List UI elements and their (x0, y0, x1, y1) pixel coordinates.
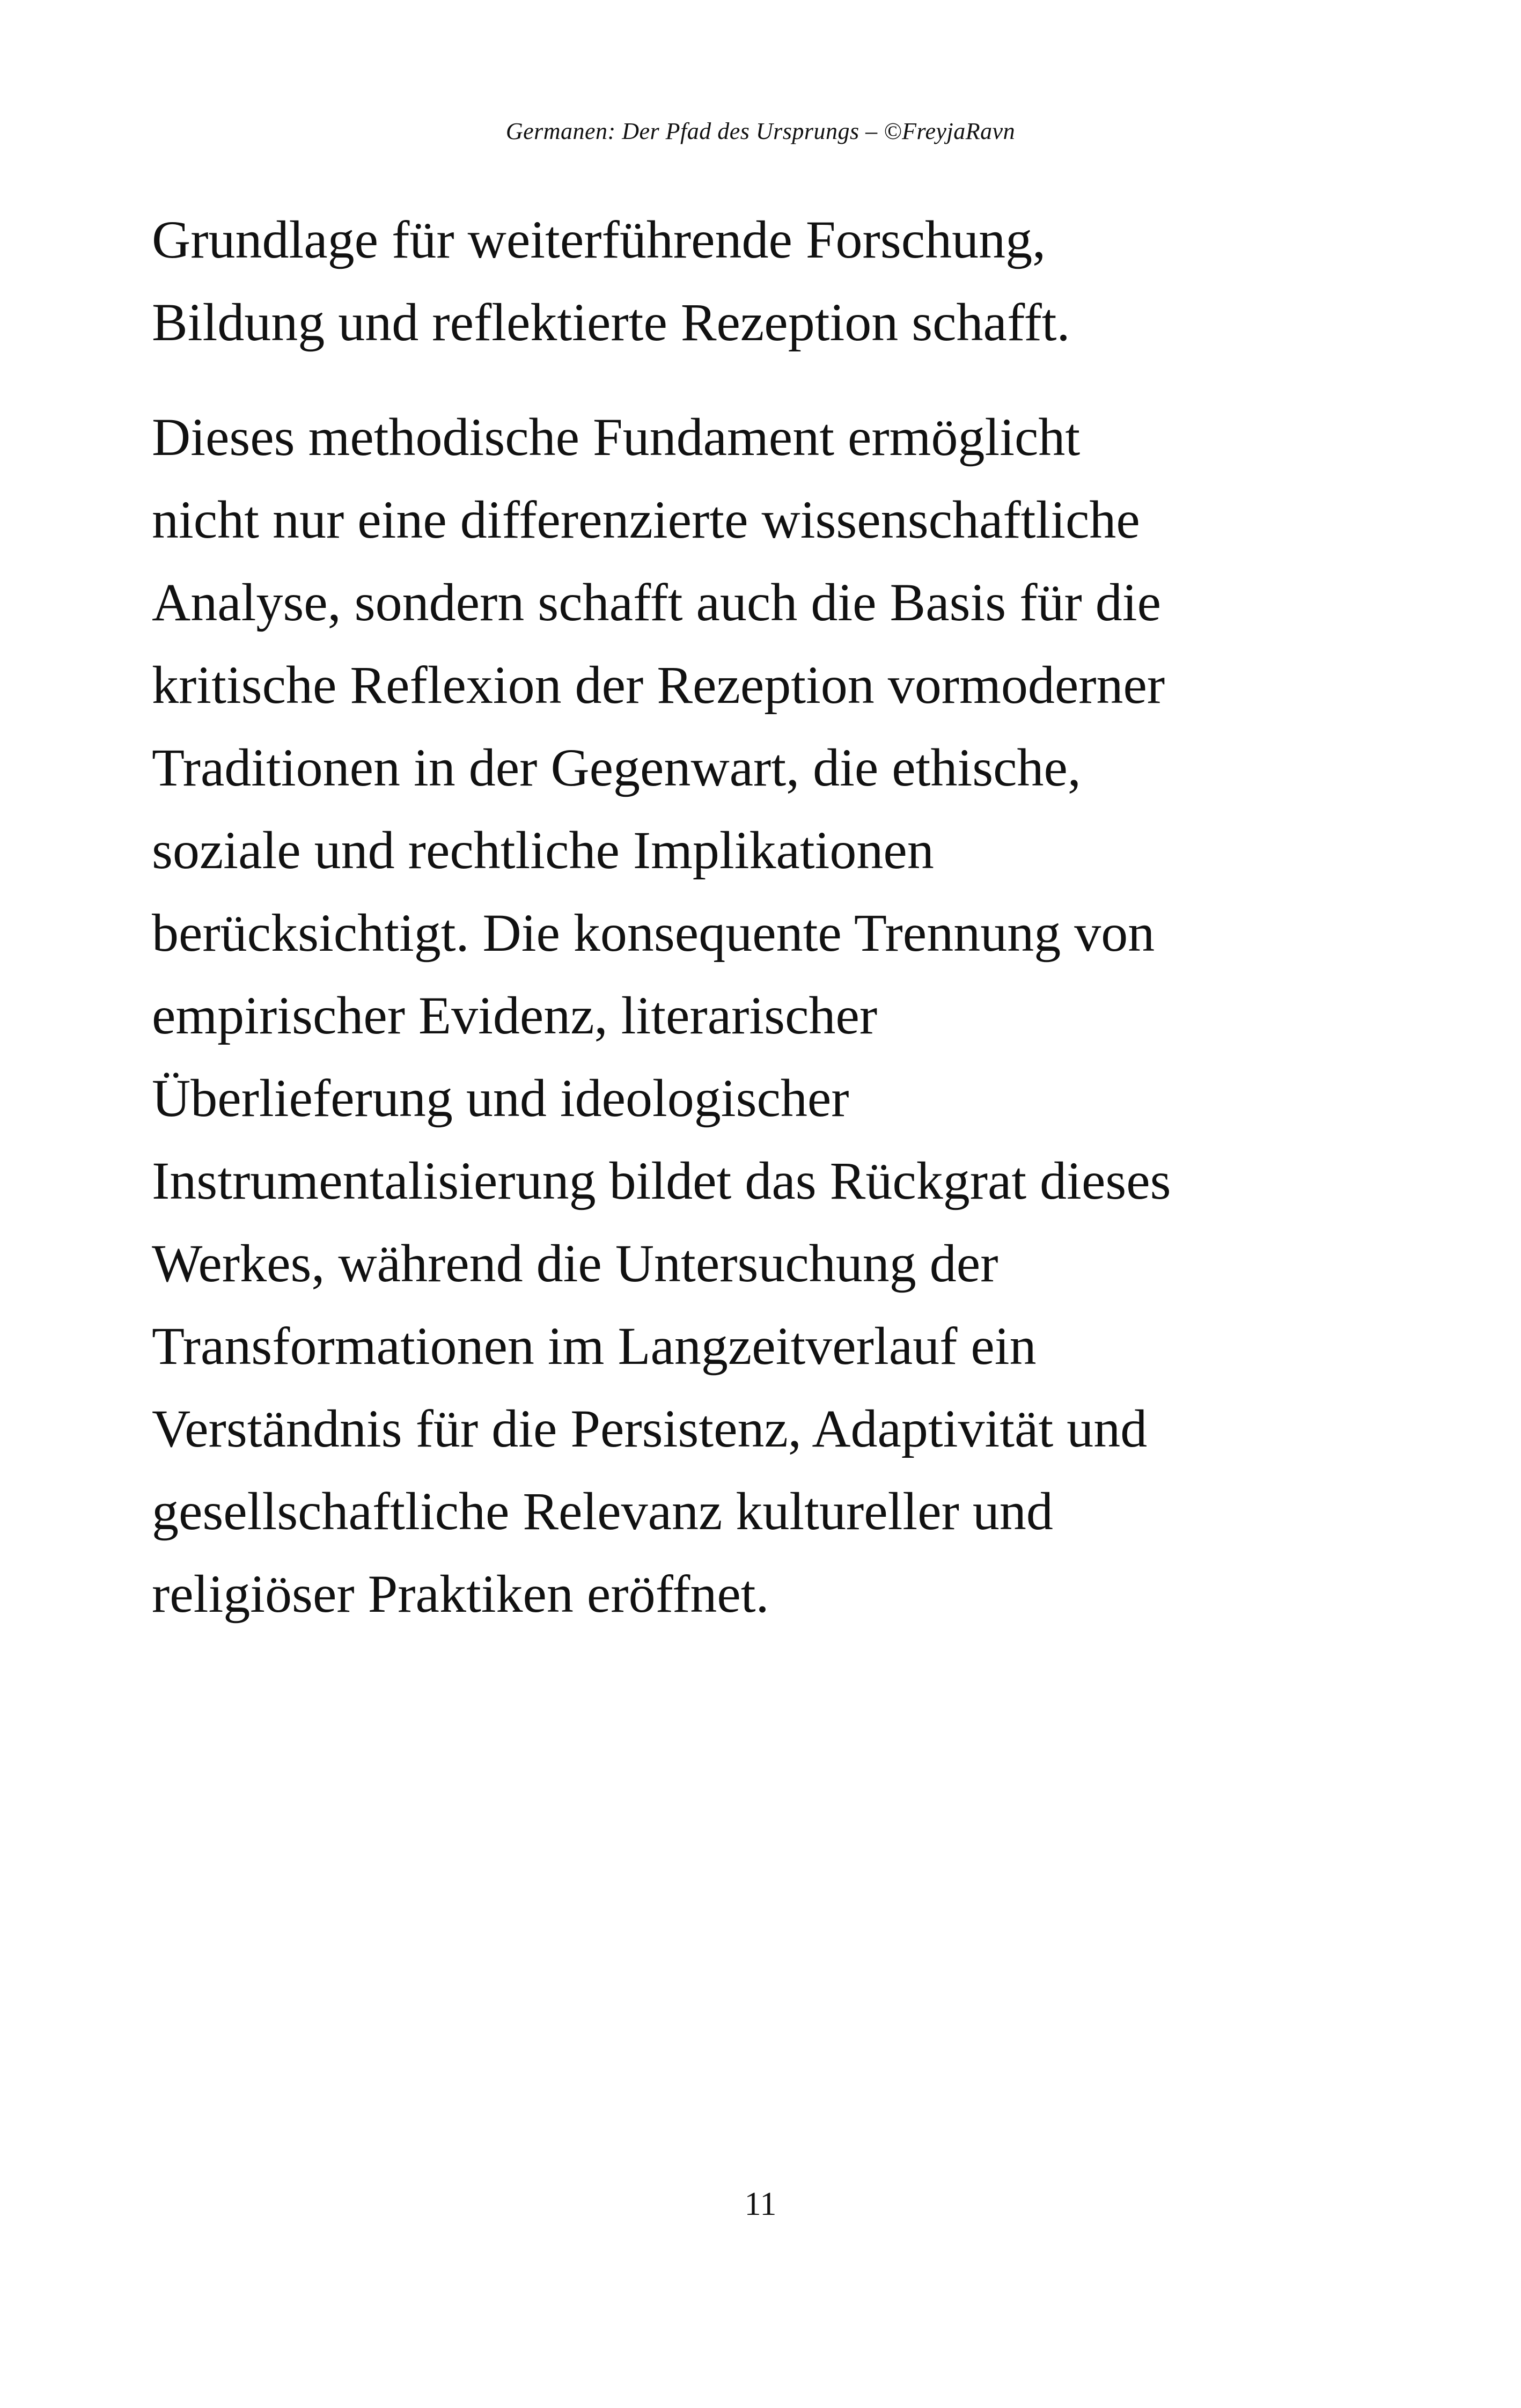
paragraph-1 (152, 199, 1402, 364)
text-line: Überlieferung und ideologischer (152, 1068, 849, 1128)
page-number: 11 (744, 2186, 777, 2222)
text-line: Instrumentalisierung bildet das Rückgrat dieses (152, 1151, 1171, 1210)
text-line: Traditionen in der Gegenwart, die ethische, (152, 738, 1081, 797)
text-line: Analyse, sondern schafft auch die Basis für die (152, 572, 1161, 632)
text-line: religiöser Praktiken eröffnet. (152, 1564, 769, 1624)
text-line: Dieses methodische Fundament ermöglicht (152, 407, 1081, 467)
running-header: Germanen: Der Pfad des Ursprungs – ©FreyjaRavn (505, 118, 1016, 144)
text-line: Verständnis für die Persistenz, Adaptivität und (152, 1399, 1148, 1458)
text-line: Werkes, während die Untersuchung der (152, 1234, 998, 1293)
text-line: Grundlage für weiterführende Forschung, (152, 210, 1046, 269)
body-text (152, 199, 1402, 1635)
paragraph-2 (152, 396, 1402, 1635)
text-line: Bildung und reflektierte Rezeption schafft. (152, 292, 1070, 352)
text-line: nicht nur eine differenzierte wissenschaftliche (152, 490, 1140, 549)
text-line: soziale und rechtliche Implikationen (152, 820, 934, 880)
paragraph-spacing (152, 364, 1402, 396)
text-line: berücksichtigt. Die konsequente Trennung von (152, 903, 1155, 963)
text-line: empirischer Evidenz, literarischer (152, 986, 878, 1045)
text-line: kritische Reflexion der Rezeption vormoderner (152, 655, 1165, 715)
text-line: Transformationen im Langzeitverlauf ein (152, 1316, 1037, 1376)
text-line: gesellschaftliche Relevanz kultureller und (152, 1481, 1053, 1541)
